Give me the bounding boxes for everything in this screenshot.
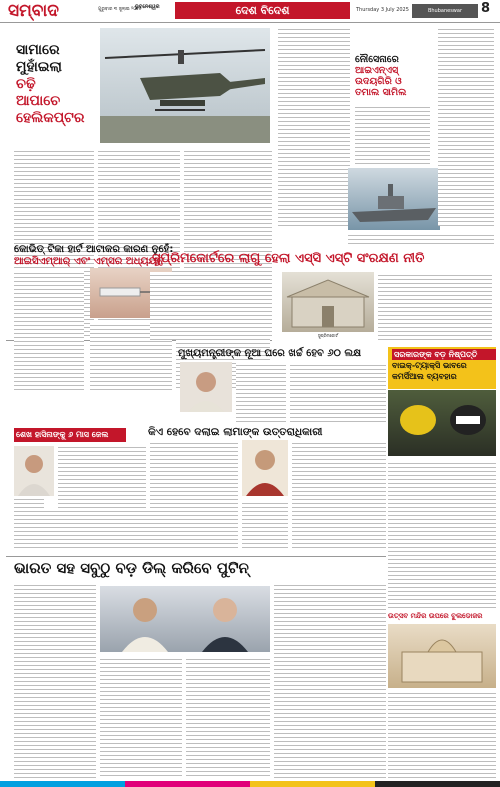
dalai-body-col-3 <box>242 500 288 550</box>
cm-body-col-2 <box>290 362 386 422</box>
date-odia: ଗୁରୁବାର ୩ ଜୁଲାଇ ୨୦୨୫ <box>98 7 142 12</box>
bike-taxi-photo <box>388 390 496 456</box>
print-registration-bar <box>0 781 500 787</box>
portrait-icon <box>100 586 270 652</box>
dalai-headline: କିଏ ହେବେ ଦଲାଇ ଲାମାଙ୍କ ଉତ୍ତରାଧିକାରୀ <box>148 426 323 438</box>
navy-headline-line: ଉଦୟଗିରି ଓ <box>355 76 402 87</box>
modi-putin-photo <box>100 586 270 652</box>
temple-icon <box>388 624 496 688</box>
hasina-headline: ଶେଖ ହାସିନାଙ୍କୁ ୬ ମାସ ଜେଲ <box>14 428 126 442</box>
portrait-icon <box>242 440 288 496</box>
apache-headline <box>16 42 106 127</box>
sc-headline: ସୁପ୍ରିମକୋର୍ଟରେ ଲାଗୁ ହେଲା ଏସ୍‌ସି ଏସ୍‌ଟି ସଂରକ୍ଷଣ ନୀତି <box>152 251 425 266</box>
sc-body-col-1 <box>150 272 240 340</box>
bike-headline <box>392 349 496 382</box>
navy-caption <box>348 232 494 246</box>
bike-headline-line: ସରକାରଙ୍କ ବଡ଼ ନିଷ୍ପତ୍ତି <box>392 349 496 360</box>
navy-headline-line: ତମାଲ ସାମିଲ <box>355 87 407 98</box>
sc-photo-caption: ସୁପ୍ରିମକୋର୍ଟ <box>317 333 339 338</box>
portrait-icon <box>180 362 232 412</box>
dalai-body-col-1 <box>150 440 238 550</box>
navy-body-col-2 <box>355 104 430 164</box>
navy-headline-line: ଆଇଏନ୍‌ଏସ୍ <box>355 65 399 76</box>
divider <box>6 556 386 557</box>
covid-headline-line: ଆଇସିଏମ୍‌ଆର୍ ଏବଂ ଏମ୍ସର ଅଧ୍ୟୟନ <box>14 256 164 267</box>
temple-body <box>388 690 496 778</box>
hasina-photo <box>14 446 54 496</box>
apache-headline-line: ହେଲିକପ୍ଟର <box>16 110 85 126</box>
page-number: 8 <box>481 1 491 16</box>
putin-body-col-2 <box>100 656 182 778</box>
navy-headline <box>355 54 435 98</box>
apache-headline-line: ଚଢ଼ି <box>16 76 36 92</box>
warship-photo <box>348 168 440 230</box>
navy-headline-line: ନୌସେନାରେ <box>355 54 399 65</box>
putin-body-col-3 <box>186 656 270 778</box>
newspaper-logo: ସମ୍ବାଦ <box>8 1 59 21</box>
supreme-court-photo <box>282 272 374 332</box>
cm-headline: ମୁଖ୍ୟମନ୍ତ୍ରୀଙ୍କ ନୂଆ ଘରେ ଖର୍ଚ୍ଚ ହେବ ୬୦ ଲକ୍ଷ <box>178 348 362 359</box>
covid-body-col-1 <box>14 270 84 390</box>
navy-body-col-3 <box>438 26 494 226</box>
bike-headline-line: କମର୍ସିଆଲ ବ୍ୟବହାର <box>392 372 457 381</box>
court-building-icon <box>282 272 374 332</box>
helicopter-icon <box>100 28 270 143</box>
putin-body-col-1 <box>14 582 96 778</box>
sc-body-col-2 <box>378 272 492 340</box>
apache-headline-line: ସାମାରେ <box>16 42 60 58</box>
putin-body-col-4 <box>274 582 386 778</box>
hasina-body-col-2 <box>58 444 146 508</box>
cm-body-col-1 <box>236 362 286 422</box>
cm-photo <box>180 362 232 412</box>
section-title: ଦେଶ ବିଦେଶ <box>175 2 350 19</box>
ship-icon <box>348 168 440 230</box>
date-english: Thursday 3 July 2025 <box>356 7 409 13</box>
covid-headline-line: କୋଭିଡ୍ ଟିକା ହାର୍ଟ ଆଟାକର କାରଣ ନୁହେଁ: <box>14 244 174 255</box>
helmet-icon <box>388 390 496 456</box>
temple-headline: ଉତ୍ସବ ମନ୍ଦିର ଉପରେ ବୁଲଡୋଜର <box>388 612 483 620</box>
navy-body-col-1 <box>278 26 350 226</box>
dalai-lama-photo <box>242 440 288 496</box>
portrait-icon <box>14 446 54 496</box>
apache-headline-line: ମୁହାଁଇଲା <box>16 59 62 75</box>
putin-headline: ଭାରତ ସହ ସବୁଠୁ ବଡ଼ ଡିଲ୍ କରିବେ ପୁଟିନ୍ <box>14 559 249 577</box>
bike-headline-line: ବାଇକ୍-ଟ୍ୟାକ୍ସି ଭାବରେ <box>392 361 467 370</box>
dalai-body-col-2 <box>292 440 386 550</box>
edition-city: Bhubaneswar <box>412 4 478 18</box>
bike-body <box>388 460 496 610</box>
apache-helicopter-photo <box>100 28 270 143</box>
temple-photo <box>388 624 496 688</box>
page-tag: ଭୁବନେଶ୍ୱର <box>135 4 160 10</box>
apache-headline-line: ଆପାଚେ <box>16 93 61 109</box>
